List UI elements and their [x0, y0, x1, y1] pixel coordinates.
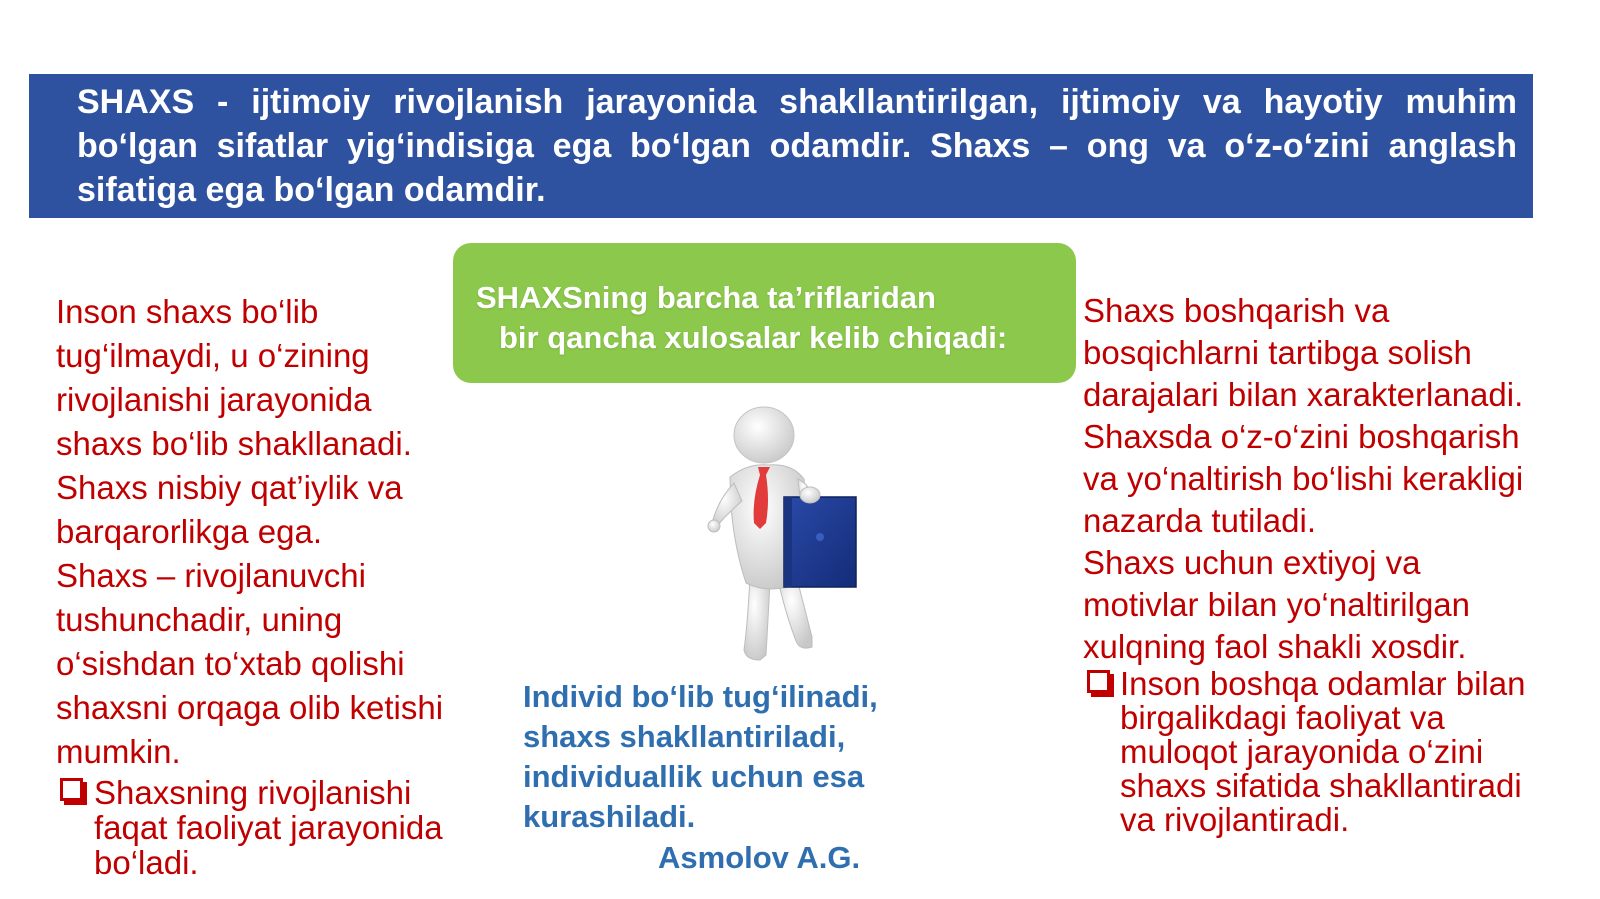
right-line: va yo‘naltirish bo‘lishi kerakligi [1083, 460, 1524, 497]
right-bullet-line: birgalikdagi faoliyat va [1120, 699, 1445, 736]
left-line: Shaxs nisbiy qat’iylik va [56, 469, 403, 506]
person-with-folder-icon [700, 405, 870, 670]
right-line: Shaxsda o‘z-o‘zini boshqarish [1083, 418, 1520, 455]
left-bullet-line: bo‘ladi. [94, 844, 199, 881]
left-line: Inson shaxs bo‘lib [56, 293, 319, 330]
left-line: barqarorlikga ega. [56, 513, 322, 550]
right-bullet-text [1120, 667, 1525, 837]
definition-text: SHAXS - ijtimoiy rivojlanish jarayonida shakllantirilgan, ijtimoiy va hayotiy muhim bo‘lgan sifatlar yig‘indisiga ega bo‘lgan odamdir. Shaxs – ong va o‘z-o‘zini anglash sifatiga ega bo‘lgan odamdir. [77, 83, 1517, 209]
conclusions-heading-line-1: SHAXSning barcha ta’riflaridan [476, 280, 936, 315]
quote-text [523, 677, 878, 837]
right-line: darajalari bilan xarakterlanadi. [1083, 376, 1524, 413]
left-line: Shaxs – rivojlanuvchi [56, 557, 366, 594]
quote-line: Individ bo‘lib tug‘ilinadi, [523, 679, 878, 714]
right-line: motivlar bilan yo‘naltirilgan [1083, 586, 1471, 623]
left-line: mumkin. [56, 733, 181, 770]
left-column-text [56, 290, 443, 774]
right-column-text [1083, 290, 1523, 668]
right-line: Shaxs boshqarish va [1083, 292, 1390, 329]
quote-line: shaxs shakllantiriladi, [523, 719, 846, 754]
quote-line: individuallik uchun esa [523, 759, 865, 794]
right-line: xulqning faol shakli xosdir. [1083, 628, 1467, 665]
right-line: bosqichlarni tartibga solish [1083, 334, 1472, 371]
right-bullet-line: shaxs sifatida shakllantiradi [1120, 767, 1522, 804]
left-bullet-text [94, 775, 443, 880]
conclusions-heading-line-2: bir qancha xulosalar kelib chiqadi: [499, 320, 1008, 355]
left-line: shaxs bo‘lib shakllanadi. [56, 425, 412, 462]
left-line: o‘sishdan to‘xtab qolishi [56, 645, 405, 682]
quote-line: kurashiladi. [523, 799, 696, 834]
square-bullet-icon [1087, 670, 1110, 693]
square-bullet-icon [60, 778, 83, 801]
right-bullet-line: va rivojlantiradi. [1120, 801, 1350, 838]
left-line: rivojlanishi jarayonida [56, 381, 372, 418]
quote-author: Asmolov A.G. [658, 840, 861, 875]
left-bullet-line: faqat faoliyat jarayonida [94, 809, 443, 846]
right-bullet-line: muloqot jarayonida o‘zini [1120, 733, 1484, 770]
right-line: nazarda tutiladi. [1083, 502, 1316, 539]
right-line: Shaxs uchun extiyoj va [1083, 544, 1421, 581]
right-bullet-line: Inson boshqa odamlar bilan [1120, 665, 1526, 702]
left-bullet-line: Shaxsning rivojlanishi [94, 774, 412, 811]
left-line: tug‘ilmaydi, u o‘zining [56, 337, 370, 374]
left-line: shaxsni orqaga olib ketishi [56, 689, 444, 726]
left-line: tushunchadir, uning [56, 601, 343, 638]
